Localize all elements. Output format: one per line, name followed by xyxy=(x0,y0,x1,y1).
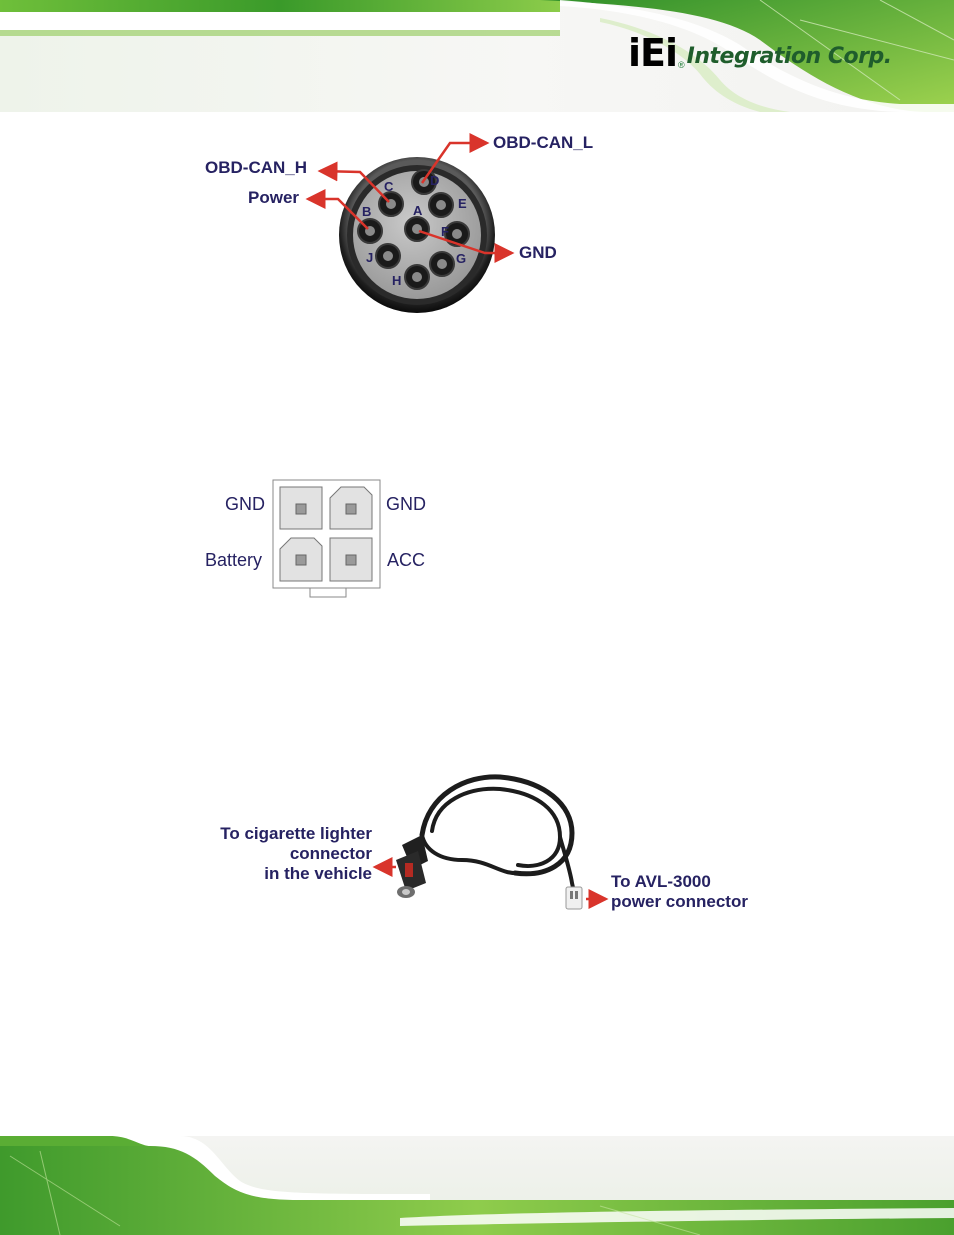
power-cable-figure xyxy=(200,765,770,915)
pin-letter-c: C xyxy=(384,179,394,194)
label-cigarette-line-2: connector xyxy=(289,844,372,863)
label-pin-acc: ACC xyxy=(387,550,426,570)
label-avl-line-1: To AVL-3000 xyxy=(611,872,711,891)
footer-background xyxy=(0,1136,954,1235)
page-footer xyxy=(0,1136,954,1235)
label-gnd-obd: GND xyxy=(519,243,557,262)
power-connector-pinout-figure xyxy=(200,478,440,600)
label-pin-battery: Battery xyxy=(205,550,263,570)
pin-letter-j: J xyxy=(366,250,374,265)
label-obd-can-l: OBD-CAN_L xyxy=(493,133,594,152)
label-obd-can-h: OBD-CAN_H xyxy=(205,158,307,177)
pin-letter-g: G xyxy=(456,251,467,266)
label-avl-power-connector xyxy=(611,872,748,912)
pin-letter-e: E xyxy=(458,196,467,211)
label-power: Power xyxy=(248,188,300,207)
logo-company-name: Integration Corp. xyxy=(686,44,892,69)
pin-letter-a: A xyxy=(413,203,423,218)
cable-coil xyxy=(422,777,574,892)
page-header xyxy=(0,0,954,112)
pin-letter-b: B xyxy=(362,204,372,219)
obd-connector-drawing xyxy=(200,125,620,320)
label-cigarette-lighter xyxy=(204,824,372,884)
avl-power-plug xyxy=(566,887,582,909)
label-pin-gnd-right: GND xyxy=(386,494,426,514)
label-cigarette-line-3: in the vehicle xyxy=(264,864,372,883)
obd-connector-figure xyxy=(200,125,620,320)
pin-letter-d: D xyxy=(430,173,440,188)
logo-iei-mark: iEi xyxy=(628,31,678,75)
logo-registered-mark: ® xyxy=(678,60,685,70)
iei-logo xyxy=(628,28,892,75)
label-avl-line-2: power connector xyxy=(611,892,748,911)
pin-letter-f: F xyxy=(441,224,449,239)
label-pin-gnd-left: GND xyxy=(225,494,265,514)
label-cigarette-line-1: To cigarette lighter xyxy=(220,824,372,843)
pin-letter-h: H xyxy=(392,273,402,288)
cigarette-plug xyxy=(396,835,428,898)
